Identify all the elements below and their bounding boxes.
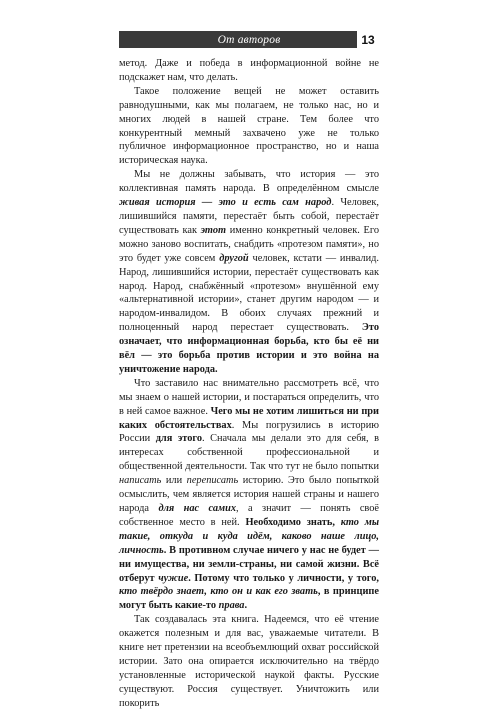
text-run: Мы не должны забывать, что история — это коллективная память народа. В определённом смысле	[119, 169, 379, 195]
text-run: метод. Даже и победа в информационной войне не подскажет нам, что делать.	[119, 58, 379, 83]
text-run: Что заставило нас внимательно рассмотреть всё, что мы знаем о нашей истории, и постараться определить, что в ней самое важное.	[119, 377, 379, 417]
text-run: Такое положение вещей не может оставить равнодушными, как мы полагаем, не только нас, но и многих людей в нашей стране. Тем более что конкурентный мемный захвачено уже не только публичное информационное пространство, но и наша историческая наука.	[119, 85, 379, 167]
emphasis-bold: .	[244, 600, 248, 612]
text-run: именно конкретный человек. Его можно заново воспитать, снабдить «протезом памяти», но это будет уже совсем	[119, 224, 379, 264]
page-number: 13	[357, 31, 379, 48]
emphasis-bold: Чего мы не хотим лишиться ни при каких обстоятельствах	[119, 405, 379, 431]
emphasis-bold-italic: чужие	[158, 572, 189, 584]
paragraph	[119, 377, 379, 613]
emphasis-bold-italic: для нас самих	[158, 503, 237, 514]
emphasis-bold-italic: кто твёрдо знает, кто он и как его звать	[119, 586, 318, 598]
emphasis-bold-italic: кто мы такие, откуда и куда идём, каково наше лицо, личность	[119, 516, 379, 556]
body-text	[119, 57, 379, 711]
paragraph	[119, 57, 379, 85]
header-title: От авторов	[217, 33, 281, 46]
emphasis-bold: Необходимо знать,	[245, 516, 341, 528]
emphasis-bold-italic: этот	[200, 224, 227, 236]
text-run: . Сначала мы делали это для себя, в интересах собственной профессиональной и общественной деятельности. Так что тут не было попытки	[119, 433, 380, 473]
emphasis-bold: . Потому что только у личности, у того,	[188, 572, 379, 584]
emphasis-italic: переписать	[186, 475, 239, 487]
emphasis-bold: . В противном случае ничего у нас не будет — ни имущества, ни земли-страны, ни самой жизни. Всё отберут	[119, 544, 379, 584]
emphasis-bold: Это означает, что информационная борьба, кто бы её ни вёл — это борьба против истории и это война на уничтожение народа.	[119, 322, 379, 375]
text-run: Так создавалась эта книга. Надеемся, что её чтение окажется полезным и для вас, уважаемые читатели. В книге нет претензии на всеобъемлющий охват российской истории. Зато она опирается исключительно на твёрдо установленные исторической наукой факты. Русские существуют. Россия существует. Уничтожить или покорить	[119, 614, 379, 709]
text-run: историю. Это было попыткой осмыслить, чем является история нашей страны и нашего народа	[119, 475, 379, 514]
paragraph	[119, 613, 379, 710]
emphasis-bold: , в принципе могут быть какие-то	[119, 586, 379, 612]
paragraph	[119, 168, 379, 377]
emphasis-italic: написать	[119, 475, 162, 487]
running-header	[119, 31, 379, 48]
text-run: человек, кстати — инвалид. Народ, лишившийся истории, перестаёт существовать как народ. Народ, снабжённый «протезом» внушённой ему «альтернативной истории», станет другим народом — и народом-инвалидом. В обоих случаях прежний и полноценный народ перестает существовать.	[119, 252, 379, 334]
emphasis-bold-italic: права	[218, 600, 245, 612]
text-run: . Мы погрузились в историю России	[119, 419, 379, 445]
emphasis-bold: для этого	[155, 433, 203, 445]
emphasis-bold-italic: живая история — это и есть сам народ	[119, 197, 332, 209]
text-run: или	[161, 475, 187, 487]
text-run: . Человек, лишившийся памяти, перестаёт быть собой, перестаёт существовать как	[119, 197, 379, 236]
paragraph	[119, 85, 379, 168]
emphasis-bold-italic: другой	[219, 252, 249, 264]
text-run: , а значит — понять своё собственное место в ней.	[119, 503, 379, 528]
